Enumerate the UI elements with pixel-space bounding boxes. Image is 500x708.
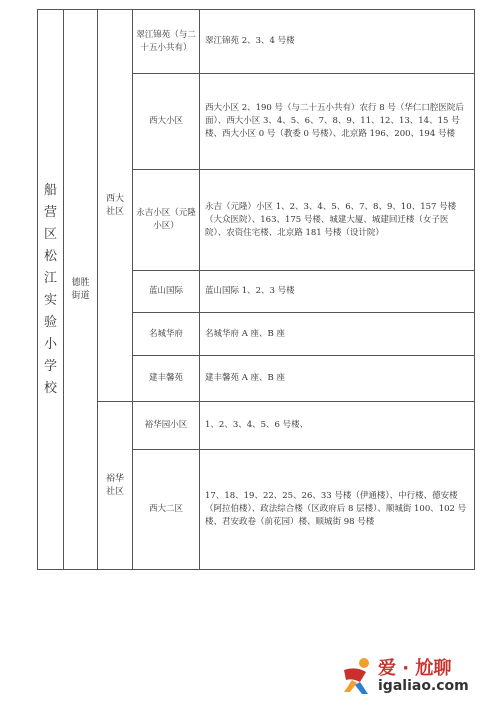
community-name: 裕华社区	[105, 473, 124, 497]
running-figure-icon	[338, 656, 376, 696]
school-name: 船营区松江实验小学校	[43, 182, 57, 396]
estate-cell: 蓝山国际	[133, 271, 200, 313]
buildings-cell: 名城华府 A 座、B 座	[200, 313, 475, 356]
estate-cell: 建丰馨苑	[133, 356, 200, 402]
estate-cell: 裕华园小区	[133, 402, 200, 450]
table-row	[38, 402, 475, 450]
buildings-cell: 蓝山国际 1、2、3 号楼	[200, 271, 475, 313]
buildings-cell: 翠江锦苑 2、3、4 号楼	[200, 10, 475, 74]
watermark-brand: 爱 · 尬聊	[378, 658, 452, 679]
table-row	[38, 10, 475, 74]
buildings-cell: 1、2、3、4、5、6 号楼、	[200, 402, 475, 450]
estate-cell: 永吉小区（元隆小区）	[133, 170, 200, 271]
community-cell	[98, 402, 133, 570]
estate-cell: 西大小区	[133, 74, 200, 170]
community-cell	[98, 10, 133, 402]
estate-cell: 翠江锦苑（与二十五小共有）	[133, 10, 200, 74]
street-cell	[64, 10, 98, 570]
watermark-logo	[338, 652, 488, 700]
school-cell	[38, 10, 64, 570]
estate-cell: 西大二区	[133, 450, 200, 570]
estate-cell: 名城华府	[133, 313, 200, 356]
community-name: 西大社区	[105, 193, 124, 217]
buildings-cell: 建丰馨苑 A 座、B 座	[200, 356, 475, 402]
buildings-cell: 永吉（元隆）小区 1、2、3、4、5、6、7、8、9、10、157 号楼（大众医院）、163、175 号楼、城建大厦、城建回迁楼（女子医院）、农资住宅楼、北京路 181 号楼（设计院）	[200, 170, 475, 271]
street-name: 德胜街道	[71, 277, 90, 301]
school-district-table	[37, 9, 475, 570]
watermark-url: igaliao.com	[378, 678, 469, 694]
school-district-table-wrapper	[37, 9, 475, 569]
buildings-cell: 17、18、19、22、25、26、33 号楼（伊通楼）、中行楼、德安楼（阿拉伯楼）、政法综合楼（区政府后 8 层楼）、顺城街 100、102 号楼、君安政卷（前花园）楼、顺城街 98 号楼	[200, 450, 475, 570]
buildings-cell: 西大小区 2、190 号（与二十五小共有）农行 8 号（华仁口腔医院后面）、西大小区 3、4、5、6、7、8、9、11、12、13、14、15 号楼、西大小区 0 号（教委 0 号楼）、北京路 196、200、194 号楼	[200, 74, 475, 170]
